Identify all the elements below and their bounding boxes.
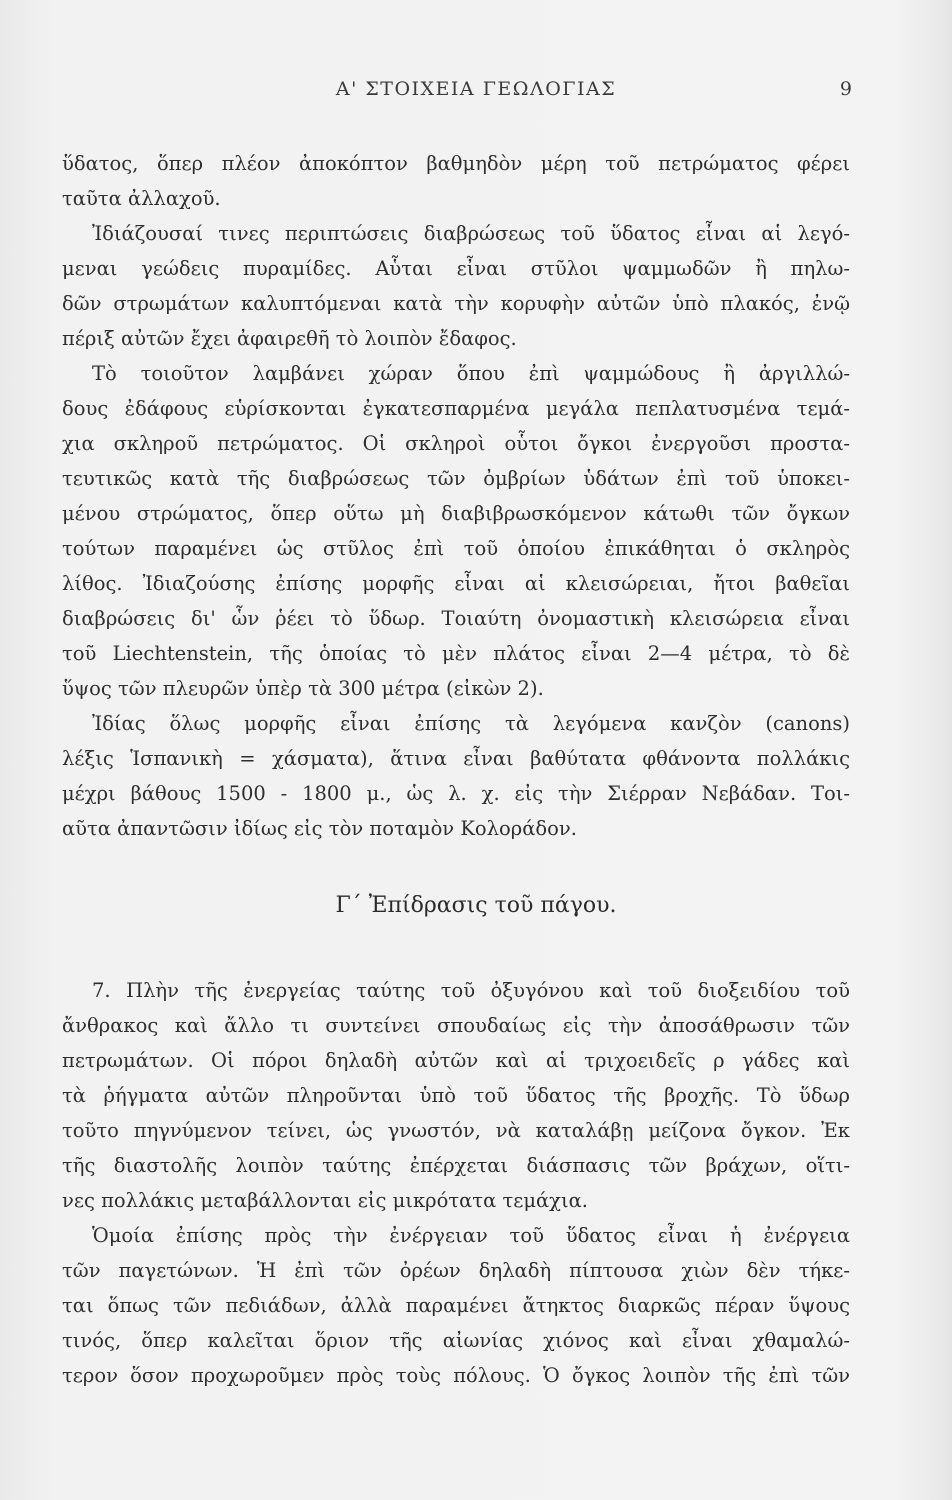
text-line: διαβρώσεις δι' ὧν ῥέει τὸ ὕδωρ. Τοιαύτη ὀνομαστικὴ κλεισώρεια εἶναι bbox=[62, 607, 850, 630]
text-line: Ὁμοία ἐπίσης πρὸς τὴν ἐνέργειαν τοῦ ὕδατος εἶναι ἡ ἐνέργεια bbox=[92, 1224, 850, 1247]
text-line: Ἰδιάζουσαί τινες περιπτώσεις διαβρώσεως τοῦ ὕδατος εἶναι αἱ λεγό- bbox=[92, 222, 850, 245]
text-line: τοῦτο πηγνύμενον τείνει, ὡς γνωστόν, νὰ καταλάβῃ μείζονα ὄγκον. Ἐκ bbox=[62, 1119, 850, 1142]
running-title: Α' ΣΤΟΙΧΕΙΑ ΓΕΩΛΟΓΙΑΣ bbox=[335, 78, 617, 100]
section-heading: Γ΄ Ἐπίδρασις τοῦ πάγου. bbox=[335, 893, 617, 918]
text-line: λίθος. Ἰδιαζούσης ἐπίσης μορφῆς εἶναι αἱ κλεισώρειαι, ἤτοι βαθεῖαι bbox=[62, 572, 850, 595]
text-line: τευτικῶς κατὰ τῆς διαβρώσεως τῶν ὀμβρίων ὑδάτων ἐπὶ τοῦ ὑποκει- bbox=[62, 467, 850, 490]
text-line: μένου στρώματος, ὅπερ οὕτω μὴ διαβιβρωσκόμενον κάτωθι τῶν ὄγκων bbox=[62, 502, 850, 525]
text-line: μεναι γεώδεις πυραμίδες. Αὗται εἶναι στῦλοι ψαμμωδῶν ἢ πηλω- bbox=[62, 257, 850, 280]
text-line: τῆς διαστολῆς λοιπὸν ταύτης ἐπέρχεται διάσπασις τῶν βράχων, οἵτι- bbox=[62, 1154, 850, 1177]
text-line: Ἰδίας ὅλως μορφῆς εἶναι ἐπίσης τὰ λεγόμενα κανζὸν (canons) bbox=[92, 712, 850, 735]
text-line: τοῦ Liechtenstein, τῆς ὁποίας τὸ μὲν πλάτος εἶναι 2—4 μέτρα, τὸ δὲ bbox=[62, 642, 850, 665]
text-line: ταῦτα ἀλλαχοῦ. bbox=[62, 187, 221, 210]
text-line: μέχρι βάθους 1500 - 1800 μ., ὡς λ. χ. εἰς τὴν Σιέρραν Νεβάδαν. Τοι- bbox=[62, 782, 850, 805]
text-line: ται ὅπως τῶν πεδιάδων, ἀλλὰ παραμένει ἄτηκτος διαρκῶς πέραν ὕψους bbox=[62, 1294, 850, 1317]
text-line: τῶν παγετώνων. Ἡ ἐπὶ τῶν ὀρέων δηλαδὴ πίπτουσα χιὼν δὲν τήκε- bbox=[62, 1259, 850, 1282]
text-line: τὰ ῥήγματα αὐτῶν πληροῦνται ὑπὸ τοῦ ὕδατος τῆς βροχῆς. Τὸ ὕδωρ bbox=[62, 1084, 850, 1107]
text-line: τούτων παραμένει ὡς στῦλος ἐπὶ τοῦ ὁποίου ἐπικάθηται ὁ σκληρὸς bbox=[62, 537, 850, 560]
text-line: χια σκληροῦ πετρώματος. Οἱ σκληροὶ οὗτοι ὄγκοι ἐνεργοῦσι προστα- bbox=[62, 432, 850, 455]
text-line: ὕψος τῶν πλευρῶν ὑπὲρ τὰ 300 μέτρα (εἰκὼν 2). bbox=[62, 677, 544, 700]
text-line: δους ἐδάφους εὑρίσκονται ἐγκατεσπαρμένα μεγάλα πεπλατυσμένα τεμά- bbox=[62, 397, 850, 420]
text-line: ὕδατος, ὅπερ πλέον ἀποκόπτον βαθμηδὸν μέρη τοῦ πετρώματος φέρει bbox=[62, 152, 850, 175]
text-line: πετρωμάτων. Οἱ πόροι δηλαδὴ αὐτῶν καὶ αἱ τριχοειδεῖς ρ γάδες καὶ bbox=[62, 1049, 850, 1072]
text-line: 7. Πλὴν τῆς ἐνεργείας ταύτης τοῦ ὀξυγόνου καὶ τοῦ διοξειδίου τοῦ bbox=[92, 979, 850, 1002]
page-number: 9 bbox=[839, 78, 852, 100]
text-line: αῦτα ἀπαντῶσιν ἰδίως εἰς τὸν ποταμὸν Κολοράδον. bbox=[62, 817, 577, 840]
text-line: πέριξ αὐτῶν ἔχει ἀφαιρεθῆ τὸ λοιπὸν ἔδαφος. bbox=[62, 327, 517, 350]
text-line: δῶν στρωμάτων καλυπτόμεναι κατὰ τὴν κορυφὴν αὐτῶν ὑπὸ πλακός, ἐνῷ bbox=[62, 292, 850, 315]
text-line: τινός, ὅπερ καλεῖται ὅριον τῆς αἰωνίας χιόνος καὶ εἶναι χθαμαλώ- bbox=[62, 1329, 850, 1352]
text-line: τερον ὅσον προχωροῦμεν πρὸς τοὺς πόλους. Ὁ ὄγκος λοιπὸν τῆς ἐπὶ τῶν bbox=[62, 1364, 850, 1387]
running-header bbox=[0, 78, 952, 108]
text-line: Τὸ τοιοῦτον λαμβάνει χώραν ὅπου ἐπὶ ψαμμώδους ἢ ἀργιλλώ- bbox=[92, 362, 850, 385]
text-line: νες πολλάκις μεταβάλλονται εἰς μικρότατα τεμάχια. bbox=[62, 1189, 589, 1212]
text-line: ἄνθρακος καὶ ἄλλο τι συντείνει σπουδαίως εἰς τὴν ἀποσάθρωσιν τῶν bbox=[62, 1014, 850, 1037]
text-line: λέξις Ἱσπανικὴ = χάσματα), ἅτινα εἶναι βαθύτατα φθάνοντα πολλάκις bbox=[62, 747, 850, 770]
